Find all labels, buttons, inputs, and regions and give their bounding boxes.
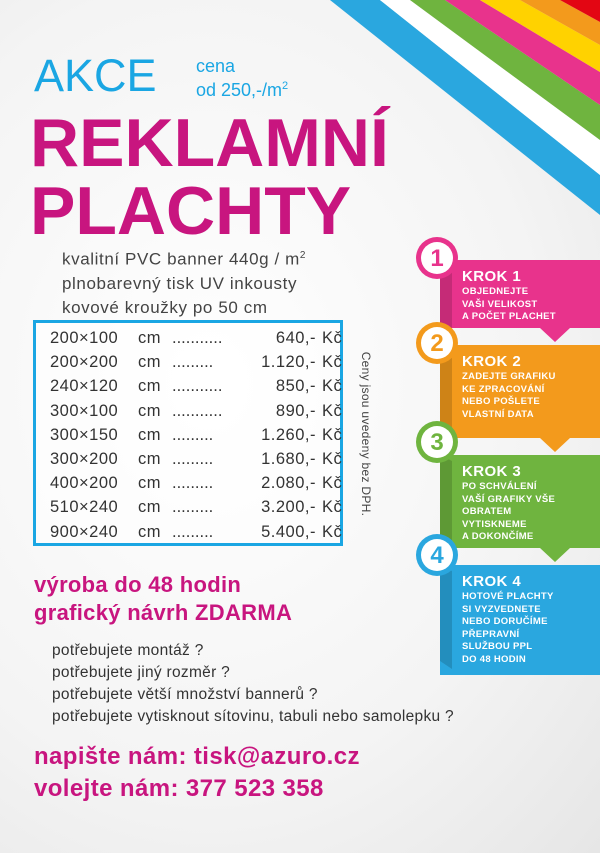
price-dots: ......... xyxy=(172,450,214,468)
step-text xyxy=(462,268,556,324)
price-dots: ......... xyxy=(172,353,214,372)
step-desc-line: OBRATEM xyxy=(462,506,512,517)
price-size: 300×100 xyxy=(50,401,119,420)
step-desc-line: ZADEJTE GRAFIKU xyxy=(462,371,556,382)
offer-price-line1: cena xyxy=(196,56,236,76)
step-number: 3 xyxy=(430,429,444,456)
price-value: 850,- xyxy=(275,377,316,396)
price-row xyxy=(50,353,342,372)
step-desc-line: VLASTNÍ DATA xyxy=(462,408,534,420)
step-text xyxy=(462,463,555,544)
step-title: KROK 4 xyxy=(462,573,522,590)
price-dots: ........... xyxy=(172,377,223,396)
price-row xyxy=(50,402,342,421)
price-unit: cm xyxy=(138,329,161,347)
step-desc-line: A POČET PLACHET xyxy=(462,311,556,322)
price-currency: Kč xyxy=(322,329,343,347)
step-title: KROK 2 xyxy=(462,353,522,370)
price-size: 900×240 xyxy=(50,522,119,541)
feature-item: kvalitní PVC banner $440g / m^2$ xyxy=(62,249,307,269)
price-value: 890,- xyxy=(275,401,316,420)
price-size: 300×200 xyxy=(50,450,119,468)
feature-item: plnobarevný tisk UV inkousty xyxy=(62,273,298,293)
price-row xyxy=(50,474,342,493)
price-value: 2.080,- xyxy=(261,474,316,493)
step-desc-line: NEBO DORUČÍME xyxy=(462,616,548,627)
step-desc-line: NEBO POŠLETE xyxy=(462,396,541,407)
headline-line1: REKLAMNÍ xyxy=(30,105,389,181)
vat-note: Ceny jsou uvedeny bez DPH. xyxy=(359,351,373,517)
step-text xyxy=(462,353,556,421)
step-desc-line: VAŠÍ GRAFIKY VŠE xyxy=(462,493,556,505)
price-dots: ......... xyxy=(172,522,214,541)
question-item: potřebujete vytisknout sítovinu, tabuli nebo samolepku ? xyxy=(52,708,454,725)
price-dots: ........... xyxy=(172,401,223,420)
price-currency: Kč xyxy=(322,474,343,493)
step-number: 2 xyxy=(430,330,444,357)
offer-price-line2: od $250,-/m^2$ xyxy=(196,80,289,100)
price-currency: Kč xyxy=(322,377,343,396)
feature-item: kovové kroužky po 50 cm xyxy=(62,297,268,317)
price-size: 200×200 xyxy=(50,353,119,372)
price-unit: cm xyxy=(138,450,161,468)
promo-line2: grafický návrh ZDARMA xyxy=(34,600,293,625)
price-dots: ......... xyxy=(172,425,214,444)
price-table xyxy=(33,320,343,546)
price-currency: Kč xyxy=(322,425,343,444)
price-size: 510×240 xyxy=(50,498,119,517)
step-desc-line: DO 48 HODIN xyxy=(462,653,527,665)
step-desc-line: SI VYZVEDNETE xyxy=(462,603,541,615)
step-desc-line: PO SCHVÁLENÍ xyxy=(462,481,537,492)
promo-line1: výroba do 48 hodin xyxy=(34,572,242,597)
price-size: 300×150 xyxy=(50,425,119,444)
price-size: 240×120 xyxy=(50,377,119,396)
step-text xyxy=(462,573,554,666)
step-desc-line: OBJEDNEJTE xyxy=(462,286,529,297)
price-value: 1.120,- xyxy=(261,353,316,372)
step-fold xyxy=(440,565,452,669)
step-number: 1 xyxy=(430,245,444,272)
price-unit: cm xyxy=(138,522,161,541)
contact-phone: volejte nám: 377 523 358 xyxy=(34,775,324,802)
price-unit: cm xyxy=(138,353,161,372)
question-item: potřebujete větší množství bannerů ? xyxy=(52,686,318,703)
price-unit: cm xyxy=(138,498,161,517)
price-dots: ......... xyxy=(172,498,214,517)
step-number: 4 xyxy=(430,542,444,569)
price-value: 5.400,- xyxy=(261,522,316,541)
step-title: KROK 3 xyxy=(462,463,522,480)
price-dots: ......... xyxy=(172,474,214,493)
step-desc-line: VYTISKNEME xyxy=(462,518,527,530)
price-row xyxy=(50,450,342,469)
steps-panel xyxy=(410,230,600,690)
price-currency: Kč xyxy=(322,353,343,372)
price-row xyxy=(50,377,342,396)
price-row xyxy=(50,329,342,348)
price-dots: ........... xyxy=(172,329,223,347)
price-currency: Kč xyxy=(322,450,343,468)
question-item: potřebujete montáž ? xyxy=(52,642,204,659)
offer-price xyxy=(196,56,288,100)
feature-list xyxy=(62,244,306,320)
contact-email: napište nám: tisk@azuro.cz xyxy=(34,743,360,770)
step-desc-line: A DOKONČÍME xyxy=(462,531,534,542)
step-desc-line: SLUŽBOU PPL xyxy=(462,641,533,652)
step-desc-line: HOTOVÉ PLACHTY xyxy=(462,591,554,602)
price-unit: cm xyxy=(138,377,161,396)
headline-line2: PLACHTY xyxy=(30,173,352,249)
price-value: 3.200,- xyxy=(261,498,316,517)
price-currency: Kč xyxy=(322,498,343,517)
offer-word: AKCE xyxy=(34,50,157,101)
price-value: 640,- xyxy=(275,329,316,347)
question-list xyxy=(52,640,454,728)
price-currency: Kč xyxy=(322,522,343,541)
price-unit: cm xyxy=(138,474,161,493)
step-desc-line: PŘEPRAVNÍ xyxy=(462,628,520,640)
price-row xyxy=(50,498,342,517)
price-value: 1.260,- xyxy=(261,425,316,444)
step-desc-line: KE ZPRACOVÁNÍ xyxy=(462,383,545,395)
price-unit: cm xyxy=(138,425,161,444)
price-unit: cm xyxy=(138,401,161,420)
question-item: potřebujete jiný rozměr ? xyxy=(52,664,231,681)
step-desc-line: VAŠI VELIKOST xyxy=(462,298,538,310)
price-size: 200×100 xyxy=(50,329,119,347)
price-currency: Kč xyxy=(322,401,343,420)
price-row xyxy=(50,523,342,542)
step-title: KROK 1 xyxy=(462,268,522,285)
price-row xyxy=(50,426,342,445)
price-size: 400×200 xyxy=(50,474,119,493)
price-value: 1.680,- xyxy=(261,450,316,468)
